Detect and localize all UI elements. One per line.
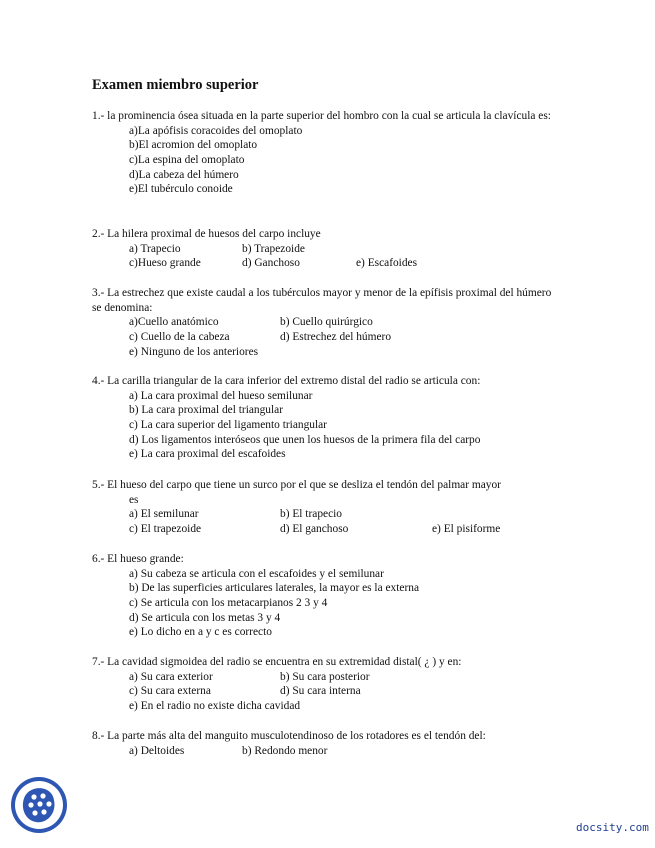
option-c: c)Hueso grande [129, 257, 201, 270]
question-4 [92, 374, 562, 462]
option-a: a) Su cabeza se articula con el escafoides y el semilunar [129, 567, 384, 580]
docsity-brand-link[interactable]: docsity.com [576, 821, 649, 834]
question-stem: 4.- La carilla triangular de la cara inferior del extremo distal del radio se articula con: [92, 375, 481, 387]
option-b: b) De las superficies articulares laterales, la mayor es la externa [129, 582, 420, 595]
question-3 [92, 286, 562, 359]
question-stem: 8.- La parte más alta del manguito musculotendinoso de los rotadores es el tendón del: [92, 730, 486, 742]
option-c: c) El trapezoide [129, 523, 202, 536]
option-c: c) La cara superior del ligamento triangular [129, 419, 327, 432]
question-1 [92, 109, 562, 197]
question-stem: 6.- El hueso grande: [92, 553, 184, 565]
question-stem: 1.- la prominencia ósea situada en la parte superior del hombro con la cual se articula la clavícula es: [92, 110, 551, 122]
option-e: e) Ninguno de los anteriores [129, 345, 259, 358]
option-a: a)Cuello anatómico [129, 316, 219, 329]
option-c: c) Cuello de la cabeza [129, 331, 230, 344]
question-8 [92, 729, 562, 758]
option-e: e) Escafoides [356, 257, 418, 270]
question-stem: 3.- La estrechez que existe caudal a los tubérculos mayor y menor de la epífisis proximal del húmero se denomina: [92, 287, 552, 314]
question-stem-continued: es [129, 493, 139, 506]
question-7 [92, 655, 562, 714]
option-b: b) La cara proximal del triangular [129, 404, 284, 417]
option-d: d) Ganchoso [242, 257, 300, 270]
option-b: b) Redondo menor [242, 744, 328, 757]
question-2 [92, 227, 562, 271]
option-d: d) Se articula con los metas 3 y 4 [129, 611, 281, 624]
option-a: a) El semilunar [129, 508, 199, 521]
question-stem: 7.- La cavidad sigmoidea del radio se encuentra en su extremidad distal( ¿ ) y en: [92, 656, 462, 668]
option-b: b) Cuello quirúrgico [280, 316, 373, 329]
option-b: b) El trapecio [280, 508, 342, 521]
option-c: c) Su cara externa [129, 685, 211, 698]
option-a: a) Su cara exterior [129, 670, 213, 683]
question-stem: 5.- El hueso del carpo que tiene un surco por el que se desliza el tendón del palmar mayor [92, 479, 501, 491]
question-6 [92, 552, 562, 640]
option-e: e) El pisiforme [432, 523, 501, 536]
option-e: e) La cara proximal del escafoides [129, 448, 286, 461]
option-a: a) La cara proximal del hueso semilunar [129, 389, 313, 402]
option-d: d) Su cara interna [280, 685, 361, 698]
option-b: b) Su cara posterior [280, 670, 370, 683]
page-title: Examen miembro superior [92, 77, 259, 93]
option-c: c) Se articula con los metacarpianos 2 3 y 4 [129, 597, 328, 610]
option-a: a)La apófisis coracoides del omoplato [129, 124, 303, 137]
option-e: e)El tubérculo conoide [129, 183, 233, 196]
option-d: d) El ganchoso [280, 523, 349, 536]
option-d: d)La cabeza del húmero [129, 168, 239, 181]
question-5 [92, 478, 562, 537]
option-b: b)El acromion del omoplato [129, 139, 258, 152]
option-d: d) Los ligamentos interóseos que unen los huesos de la primera fila del carpo [129, 433, 481, 446]
option-e: e) Lo dicho en a y c es correcto [129, 626, 272, 639]
option-d: d) Estrechez del húmero [280, 331, 392, 344]
option-e: e) En el radio no existe dicha cavidad [129, 700, 301, 713]
option-b: b) Trapezoide [242, 242, 305, 255]
option-c: c)La espina del omoplato [129, 154, 245, 167]
docsity-logo-icon[interactable] [10, 776, 68, 834]
option-a: a) Trapecio [129, 242, 181, 255]
option-a: a) Deltoides [129, 744, 185, 757]
question-stem: 2.- La hilera proximal de huesos del carpo incluye [92, 228, 321, 240]
